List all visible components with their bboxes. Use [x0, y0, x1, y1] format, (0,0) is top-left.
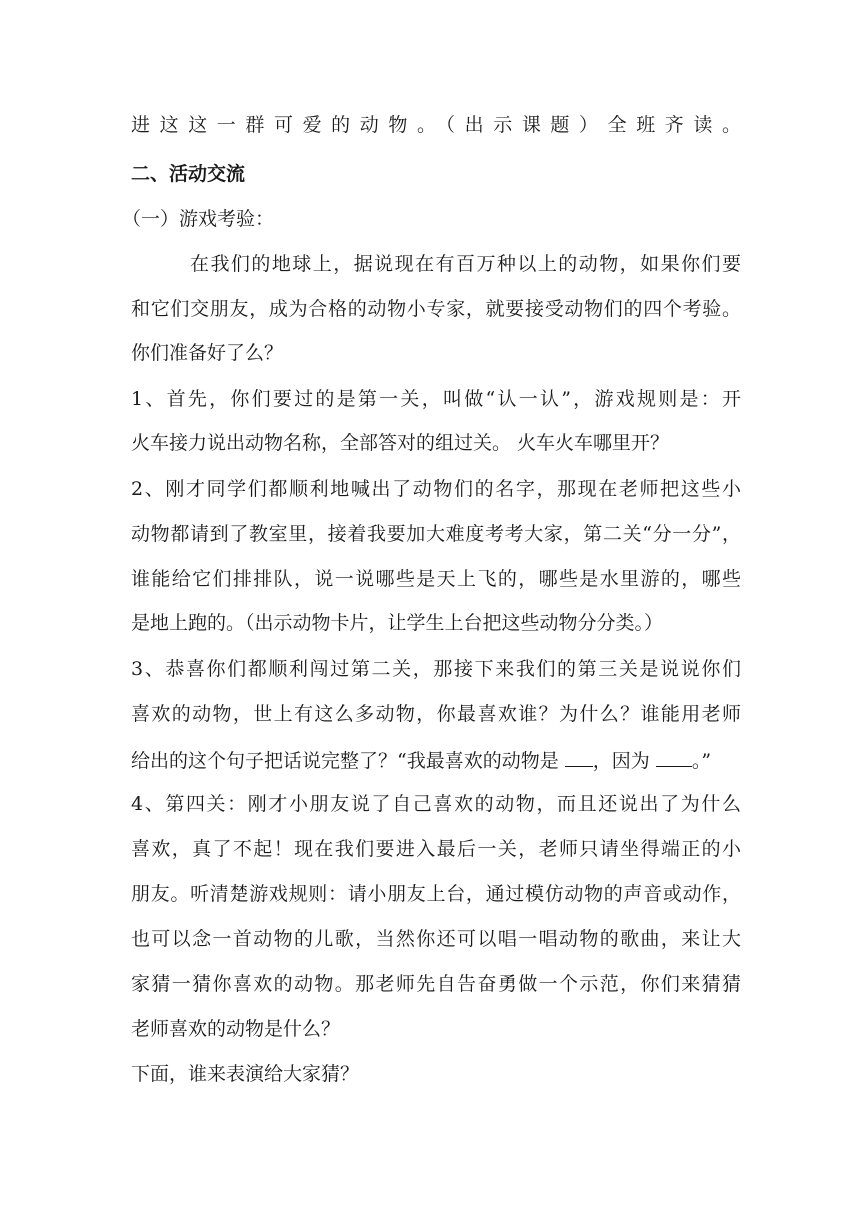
paragraph-line: 家猜一猜你喜欢的动物。那老师先自告奋勇做一个示范，你们来猜猜	[131, 973, 741, 995]
list-item-line: 2、刚才同学们都顺利地喊出了动物们的名字，那现在老师把这些小	[131, 478, 741, 500]
fill-blank-2	[656, 746, 692, 767]
subsection-heading: （一）游戏考验：	[122, 208, 275, 230]
sentence-part-1: 给出的这个句子把话说完整了？“我最喜欢的动物是	[131, 750, 565, 772]
paragraph-line: 动物都请到了教室里，接着我要加大难度考考大家，第二关“分一分”，	[131, 523, 741, 545]
sentence-part-3: 。”	[691, 750, 712, 772]
paragraph-line: 火车接力说出动物名称，全部答对的组过关。 火车火车哪里开？	[131, 432, 670, 454]
paragraph-line: 喜欢的动物，世上有这么多动物，你最喜欢谁？为什么？谁能用老师	[131, 703, 741, 725]
paragraph-line: 在我们的地球上，据说现在有百万种以上的动物，如果你们要	[190, 253, 741, 275]
section-heading: 二、活动交流	[131, 163, 246, 185]
paragraph-line: 喜欢，真了不起！现在我们要进入最后一关，老师只请坐得端正的小	[131, 838, 741, 860]
paragraph-line: 你们准备好了么？	[131, 342, 284, 364]
fill-blank-1	[565, 746, 593, 767]
list-item-line: 1、首先，你们要过的是第一关，叫做“认一认”，游戏规则是：开	[131, 388, 741, 410]
paragraph-line: 老师喜欢的动物是什么？	[131, 1018, 341, 1040]
list-item-line: 3、恭喜你们都顺利闯过第二关，那接下来我们的第三关是说说你们	[131, 658, 741, 680]
paragraph-line: 和它们交朋友，成为合格的动物小专家，就要接受动物们的四个考验。	[131, 298, 741, 320]
fill-in-sentence-line	[131, 746, 741, 772]
paragraph-line: 谁能给它们排排队，说一说哪些是天上飞的，哪些是水里游的，哪些	[131, 568, 741, 590]
paragraph-line: 朋友。听清楚游戏规则：请小朋友上台，通过模仿动物的声音或动作，	[131, 883, 741, 905]
paragraph-line: 进这这一群可爱的动物。（出示课题）全班齐读。	[131, 114, 741, 136]
paragraph-line: 也可以念一首动物的儿歌，当然你还可以唱一唱动物的歌曲，来让大	[131, 928, 741, 950]
paragraph-line: 是地上跑的。（出示动物卡片，让学生上台把这些动物分分类。）	[131, 612, 664, 634]
sentence-part-2: ，因为	[592, 750, 656, 772]
paragraph-line: 下面，谁来表演给大家猜？	[131, 1063, 360, 1085]
list-item-line: 4、第四关：刚才小朋友说了自己喜欢的动物，而且还说出了为什么	[131, 793, 741, 815]
